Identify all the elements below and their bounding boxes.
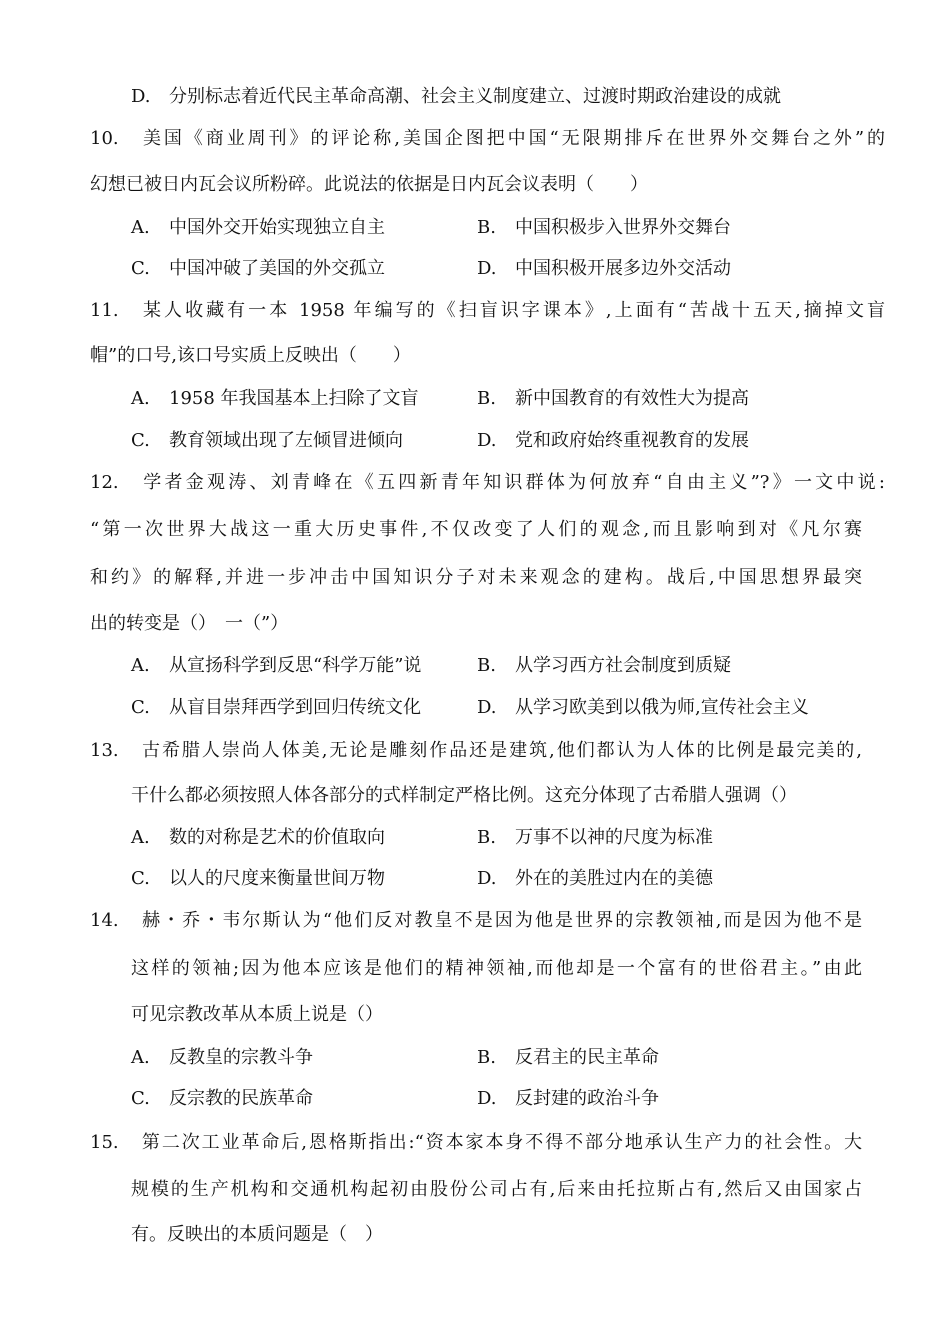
q15-line-2: 规模的生产机构和交通机构起初由股份公司占有,后来由托拉斯占有,然后又由国家占 [131,1179,862,1200]
option-letter: C. [131,258,150,279]
q13-option-b [477,826,713,850]
option-text: 新中国教育的有效性大为提高 [515,388,749,409]
option-text: 反君主的民主革命 [515,1047,659,1068]
q14-line-2: 这样的领袖;因为他本应该是他们的精神领袖,而他却是一个富有的世俗君主。”由此 [131,958,862,979]
q12-line-3: 和约》的解释,并进一步冲击中国知识分子对未来观念的建构。战后,中国思想界最突 [90,567,862,588]
q12-option-c [131,696,421,720]
question-text: 美国《商业周刊》的评论称,美国企图把中国“无限期排斥在世界外交舞台之外”的 [140,128,885,149]
option-text: 从盲目崇拜西学到回归传统文化 [169,697,421,718]
option-letter: A. [131,388,150,409]
question-text: 某人收藏有一本 1958 年编写的《扫盲识字课本》,上面有“苦战十五天,摘掉文盲 [140,300,885,321]
q12-option-b [477,654,731,678]
q12-option-d [477,696,809,720]
option-letter: B. [477,827,496,848]
q10-line-2: 幻想已被日内瓦会议所粉碎。此说法的依据是日内瓦会议表明（ ） [90,174,648,195]
q11-option-d [477,429,749,453]
q15-line-3: 有。反映出的本质问题是（ ） [131,1224,383,1245]
option-letter: B. [477,655,496,676]
question-number: 11. [90,300,119,321]
option-text: 中国积极步入世界外交舞台 [515,217,731,238]
option-text: 教育领域出现了左倾冒进倾向 [169,430,403,451]
q14-line-3: 可见宗教改革从本质上说是（） [131,1004,383,1025]
option-text: 数的对称是艺术的价值取向 [169,827,385,848]
option-letter: D. [477,258,497,279]
option-letter: B. [477,388,496,409]
q11-option-a [131,387,419,411]
q11-option-c [131,429,403,453]
option-text: 党和政府始终重视教育的发展 [515,430,749,451]
q13-option-d [477,867,713,891]
option-letter: C. [131,697,150,718]
q10-option-c [131,257,385,281]
option-text: 中国冲破了美国的外交孤立 [169,258,385,279]
option-text: 中国外交开始实现独立自主 [169,217,385,238]
q10-line-1 [90,127,885,151]
question-text: 赫・乔・韦尔斯认为“他们反对教皇不是因为他是世界的宗教领袖,而是因为他不是 [140,910,862,931]
option-letter: D. [477,430,497,451]
option-text: 以人的尺度来衡量世间万物 [169,868,385,889]
q9-option-d [131,85,781,109]
option-letter: B. [477,1047,496,1068]
option-letter: C. [131,1088,150,1109]
option-letter: D. [477,868,497,889]
option-text: 反宗教的民族革命 [169,1088,313,1109]
option-text: 外在的美胜过内在的美德 [515,868,713,889]
q14-option-a [131,1046,313,1070]
q12-line-1 [90,471,885,495]
q14-option-c [131,1087,313,1111]
option-letter: D. [477,697,497,718]
q13-line-2: 干什么都必须按照人体各部分的式样制定严格比例。这充分体现了古希腊人强调（） [131,785,797,806]
question-text: 古希腊人崇尚人体美,无论是雕刻作品还是建筑,他们都认为人体的比例是最完美的, [140,740,862,761]
question-text: 学者金观涛、刘青峰在《五四新青年知识群体为何放弃“自由主义”?》一文中说: [140,472,885,493]
option-letter: D. [477,1088,497,1109]
option-letter: C. [131,868,150,889]
q12-line-2: “第一次世界大战这一重大历史事件,不仅改变了人们的观念,而且影响到对《凡尔赛 [90,519,862,540]
option-letter: A. [131,1047,150,1068]
option-text: 中国积极开展多边外交活动 [515,258,731,279]
q14-line-1 [90,909,862,933]
q13-option-a [131,826,385,850]
question-number: 15. [90,1132,119,1153]
q15-line-1 [90,1131,862,1155]
option-text: 反封建的政治斗争 [515,1088,659,1109]
q12-line-4: 出的转变是（） 一（”） [90,613,289,634]
question-text: 第二次工业革命后,恩格斯指出:“资本家本身不得不部分地承认生产力的社会性。大 [140,1132,862,1153]
option-text: 从学习欧美到以俄为师,宣传社会主义 [515,697,809,718]
option-text: 从宣扬科学到反思“科学万能”说 [169,655,422,676]
option-letter: D. [131,86,151,107]
q14-option-d [477,1087,659,1111]
question-number: 13. [90,740,119,761]
q10-option-d [477,257,731,281]
q11-line-2: 帽”的口号,该口号实质上反映出（ ） [90,345,411,366]
q13-line-1 [90,739,862,763]
option-letter: A. [131,827,150,848]
q11-line-1 [90,299,885,323]
option-text: 反教皇的宗教斗争 [169,1047,313,1068]
option-text: 万事不以神的尺度为标准 [515,827,713,848]
q13-option-c [131,867,385,891]
q14-option-b [477,1046,659,1070]
question-number: 14. [90,910,119,931]
option-text: 分别标志着近代民主革命高潮、社会主义制度建立、过渡时期政治建设的成就 [169,86,781,107]
q10-option-a [131,216,385,240]
question-number: 12. [90,472,119,493]
q11-option-b [477,387,749,411]
q10-option-b [477,216,731,240]
option-letter: A. [131,655,150,676]
option-letter: B. [477,217,496,238]
option-letter: A. [131,217,150,238]
option-text: 从学习西方社会制度到质疑 [515,655,731,676]
option-text: 1958 年我国基本上扫除了文盲 [169,388,419,409]
option-letter: C. [131,430,150,451]
question-number: 10. [90,128,119,149]
q12-option-a [131,654,421,678]
